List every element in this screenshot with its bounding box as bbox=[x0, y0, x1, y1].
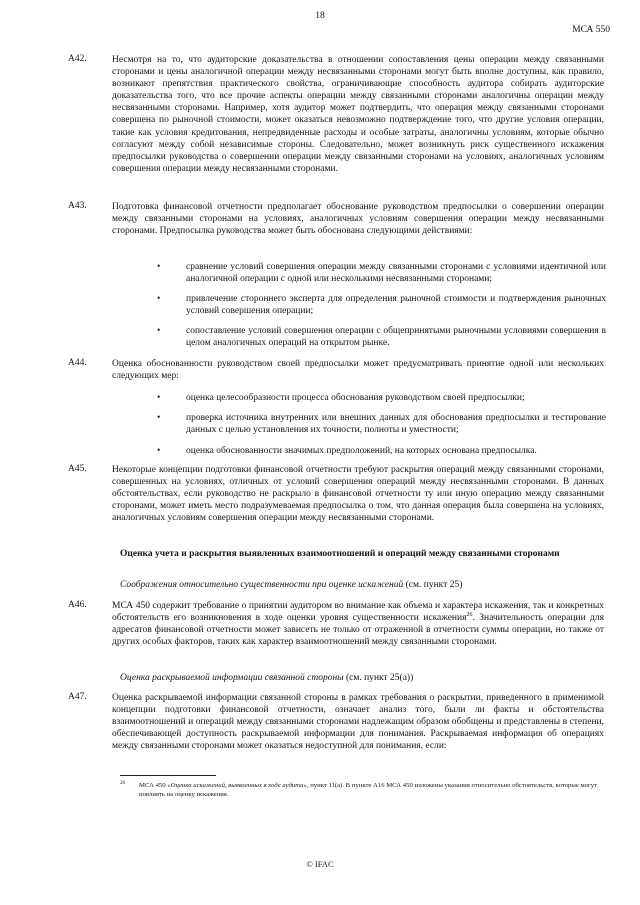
paragraph-label: A43. bbox=[68, 201, 87, 211]
footnote bbox=[120, 781, 606, 799]
footnote-text-part: Оценка искажений, выявленных в ходе аудита bbox=[170, 782, 304, 789]
bullet-icon: • bbox=[157, 326, 161, 336]
subheading-disclosure bbox=[120, 673, 600, 683]
paragraph-text: Оценка раскрываемой информации связанной стороны в рамках требования о раскрытии, приведенного в применимой концепции подготовки финансовой отчетности, означает анализ того, были ли факты и обстоятельства взаимоотношений и операций между связанными сторонами надлежащим образом обобщены и представлены в степени, обеспечивающей доступность раскрываемой информации для понимания. Раскрываемая информация об операциях между связанными сторонами может оказаться недоступной для понимания, если: bbox=[112, 693, 604, 752]
subheading-ref: (см. пункт 25) bbox=[403, 580, 463, 590]
paragraph-a45 bbox=[68, 464, 604, 524]
bullet-text: привлечение стороннего эксперта для определения рыночной стоимости и подтверждения рыночных условий совершения операции; bbox=[186, 294, 606, 316]
paragraph-text: Подготовка финансовой отчетности предполагает обоснование руководством предпосылки о совершении операции между связанными сторонами на условиях, аналогичных условиям совершения операции между несвязанными сторонами. Предпосылка руководства может быть обоснована следующими действиями: bbox=[112, 202, 604, 237]
bullet-text: оценка обоснованности значимых предположений, на которых основана предпосылка. bbox=[186, 446, 537, 456]
paragraph-a44 bbox=[68, 358, 604, 382]
bullet-icon: • bbox=[157, 393, 161, 403]
bullet-icon: • bbox=[157, 413, 161, 423]
bullet-text: сопоставление условий совершения операции с общепринятыми рыночными условиями совершения в целом аналогичных операций на открытом рынке. bbox=[186, 326, 606, 348]
bullet-item bbox=[157, 293, 606, 317]
subheading-title: Оценка раскрываемой информации связанной стороны bbox=[120, 673, 344, 683]
bullet-text: оценка целесообразности процесса обоснования руководством своей предпосылки; bbox=[186, 393, 525, 403]
paragraph-a47 bbox=[68, 692, 604, 752]
paragraph-text bbox=[112, 600, 604, 648]
paragraph-text: Оценка обоснованности руководством своей предпосылки может предусматривать принятие одной или нескольких следующих мер: bbox=[112, 359, 604, 382]
bullet-item bbox=[157, 392, 606, 404]
footnote-text bbox=[120, 781, 606, 799]
bullet-item bbox=[157, 412, 606, 436]
bullet-text: проверка источника внутренних или внешних данных для обоснования предпосылки и тестирование данных с целью установления их точности, полноты и уместности; bbox=[186, 413, 606, 435]
footnote-number: 26 bbox=[120, 781, 125, 786]
paragraph-a46 bbox=[68, 600, 604, 648]
bullet-item bbox=[157, 325, 606, 349]
paragraph-label: A45. bbox=[68, 464, 87, 474]
paragraph-text-part: МСА 450 содержит требование о принятии аудитором во внимание как объема и характера искажения, так и конкретных обстоятельств его возникновения в ходе оценки уровня существенности искажения bbox=[112, 601, 604, 624]
section-heading: Оценка учета и раскрытия выявленных взаимоотношений и операций между связанными сторонами bbox=[120, 549, 560, 559]
footnote-text-part: МСА 450 « bbox=[139, 782, 171, 789]
bullet-item bbox=[157, 445, 606, 457]
subheading-ref: (см. пункт 25(а)) bbox=[343, 673, 414, 683]
footnote-text-part: », пункт 11(а). В пункте А16 МСА 450 изложены указания относительно обстоятельств, которые могут повлиять на оценку искажения. bbox=[139, 782, 598, 798]
paragraph-a42 bbox=[68, 54, 604, 175]
subheading-title: Соображения относительно существенности при оценке искажений bbox=[120, 580, 404, 590]
copyright-footer: © IFAC bbox=[306, 859, 334, 869]
paragraph-text: Некоторые концепции подготовки финансовой отчетности требуют раскрытия операций между связанными сторонами, совершенных на условиях, отличных от условий совершения операций между несвязанными сторонами. В данных обстоятельствах, если руководство не раскрыло в финансовой отчетности ту или иную операцию между связанными сторонами, может иметь место подразумеваемая предпосылка о том, что данная операция была совершена на условиях, аналогичных условиям совершения операции между несвязанными сторонами. bbox=[112, 465, 604, 524]
footnote-ref: 26 bbox=[466, 611, 473, 618]
paragraph-text-part: . Значительность операции для адресатов финансовой отчетности может зависеть не только от отраженной в отчетности суммы операции, но также от других особых факторов, таких как характер взаимоотношений между связанными сторонами. bbox=[112, 613, 604, 648]
bullet-icon: • bbox=[157, 446, 161, 456]
paragraph-label: A47. bbox=[68, 692, 87, 702]
bullet-icon: • bbox=[157, 262, 161, 272]
paragraph-label: A42. bbox=[68, 54, 87, 64]
bullet-item bbox=[157, 261, 606, 285]
page-number: 18 bbox=[315, 11, 325, 21]
paragraph-label: A46. bbox=[68, 600, 87, 610]
bullet-icon: • bbox=[157, 294, 161, 304]
subheading-materiality bbox=[120, 580, 600, 590]
footnote-divider bbox=[120, 775, 216, 776]
paragraph-a43 bbox=[68, 201, 604, 237]
paragraph-label: A44. bbox=[68, 358, 87, 368]
paragraph-text: Несмотря на то, что аудиторские доказательства в отношении сопоставления цены операции между связанными сторонами и цены аналогичной операции между несвязанными сторонами могут быть вполне доступны, как правило, возникают препятствия практического свойства, ограничивающие способность аудитора собирать аудиторские доказательства того, что все прочие аспекты операции между связанными сторонами аналогичны операции между несвязанными сторонами. Например, хотя аудитор может подтвердить, что операция между связанными сторонами совершена по рыночной стоимости, может оказаться невозможно подтверждение того, что другие условия операции, такие как условия кредитования, непредвиденные расходы и особые затраты, аналогичны условиям, которые обычно согласуют между собой независимые стороны. Следовательно, может возникнуть риск существенного искажения предпосылки руководства о совершении операции между связанными сторонами на условиях, аналогичных условиям совершения операции между несвязанными сторонами. bbox=[112, 55, 604, 174]
bullet-text: сравнение условий совершения операции между связанными сторонами с условиями идентичной или аналогичной операции с одной или несколькими несвязанными сторонами; bbox=[186, 262, 606, 284]
standard-label: МСА 550 bbox=[572, 25, 610, 35]
